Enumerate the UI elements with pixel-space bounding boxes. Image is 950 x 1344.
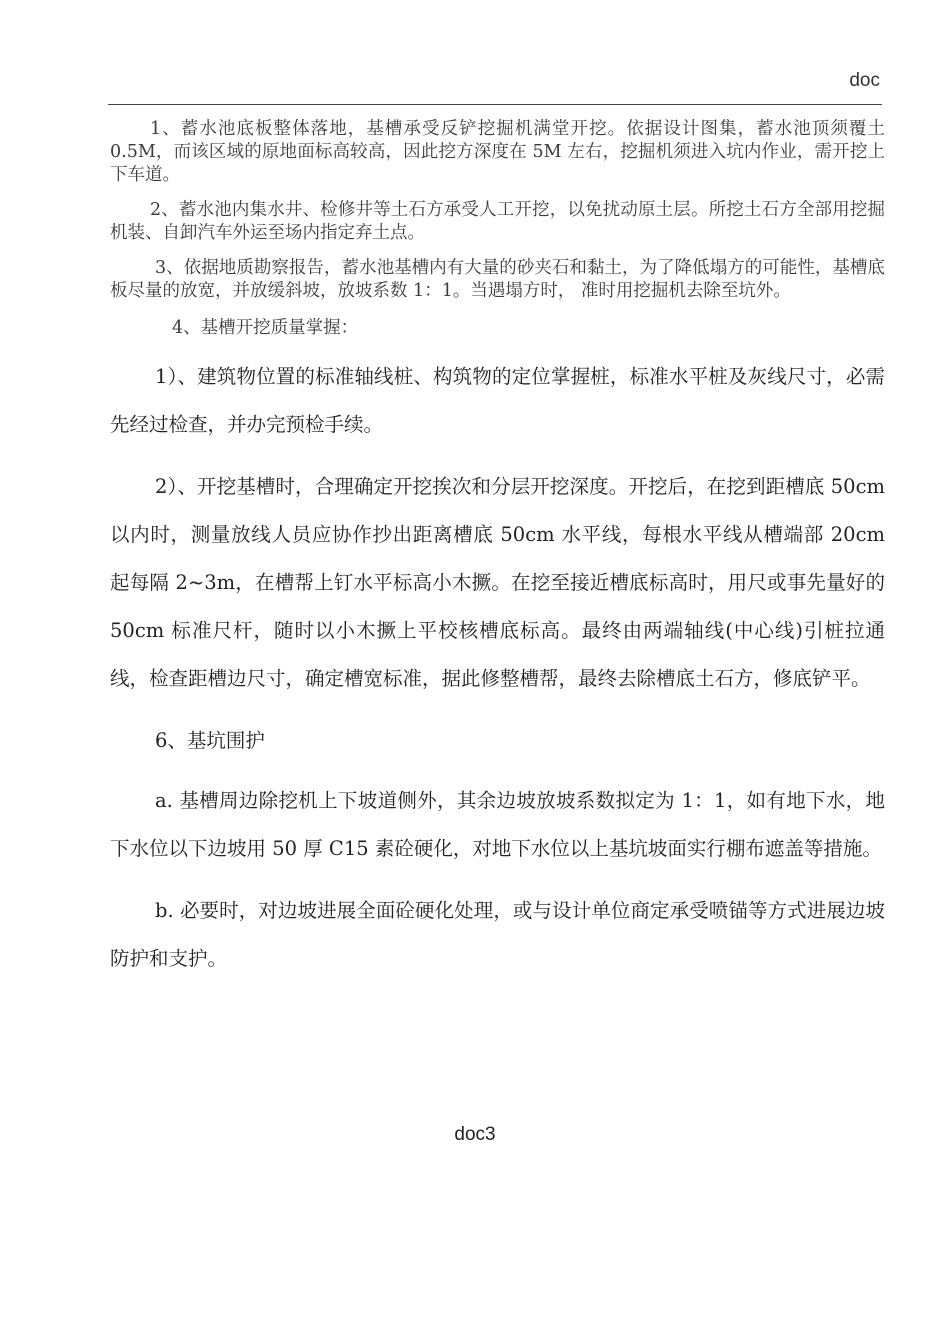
paragraph-excavation-sequence: 2）、开挖基槽时，合理确定开挖挨次和分层开挖深度。开挖后，在挖到距槽底 50cm 以内时，测量放线人员应协作抄出距离槽底 50cm 水平线，每根水平线从槽端部 20cm 起每隔 2~3m，在槽帮上钉水平标高小木撅。在挖至接近槽底标高时，用尺或事先量好的 50cm 标准尺杆，随时以小木撅上平校核槽底标高。最终由两端轴线(中心线)引桩拉通线，检查距槽边尺寸，确定槽宽标准，据此修整槽帮，最终去除槽底土石方，修底铲平。 (110, 475, 885, 690)
paragraph-axis-check: 1）、建筑物位置的标准轴线桩、构筑物的定位掌握桩，标准水平桩及灰线尺寸，必需先经过检查，并办完预检手续。 (110, 365, 885, 436)
section-heading-pit-support: 6、基坑围护 (155, 729, 265, 752)
paragraph-slope-protection-a: a. 基槽周边除挖机上下坡道侧外，其余边坡放坡系数拟定为 1：1，如有地下水，地下水位以下边坡用 50 厚 C15 素砼硬化，对地下水位以上基坑坡面实行棚布遮盖等措施。 (110, 789, 885, 860)
section-heading-quality-control: 4、基槽开挖质量掌握： (172, 318, 359, 338)
page-header: doc (849, 70, 880, 91)
document-body (110, 118, 885, 983)
paragraph-geological-report: 3、依据地质勘察报告，蓄水池基槽内有大量的砂夹石和黏土，为了降低塌方的可能性，基槽底板尽量的放宽，并放缓斜坡，放坡系数 1：1。当遇塌方时， 准时用挖掘机去除至坑外。 (110, 258, 885, 301)
paragraph-excavation-method: 1、蓄水池底板整体落地，基槽承受反铲挖掘机满堂开挖。依据设计图集，蓄水池顶须覆土 0.5M，而该区域的原地面标高较高，因此挖方深度在 5M 左右，挖掘机须进入坑内作业，需开挖上下车道。 (110, 119, 885, 185)
header-divider (108, 104, 882, 105)
page-footer: doc3 (454, 1124, 496, 1145)
paragraph-manual-excavation: 2、蓄水池内集水井、检修井等土石方承受人工开挖，以免扰动原土层。所挖土石方全部用挖掘机装、自卸汽车外运至场内指定弃土点。 (110, 200, 885, 243)
paragraph-slope-protection-b: b. 必要时，对边坡进展全面砼硬化处理，或与设计单位商定承受喷锚等方式进展边坡防护和支护。 (110, 899, 885, 970)
